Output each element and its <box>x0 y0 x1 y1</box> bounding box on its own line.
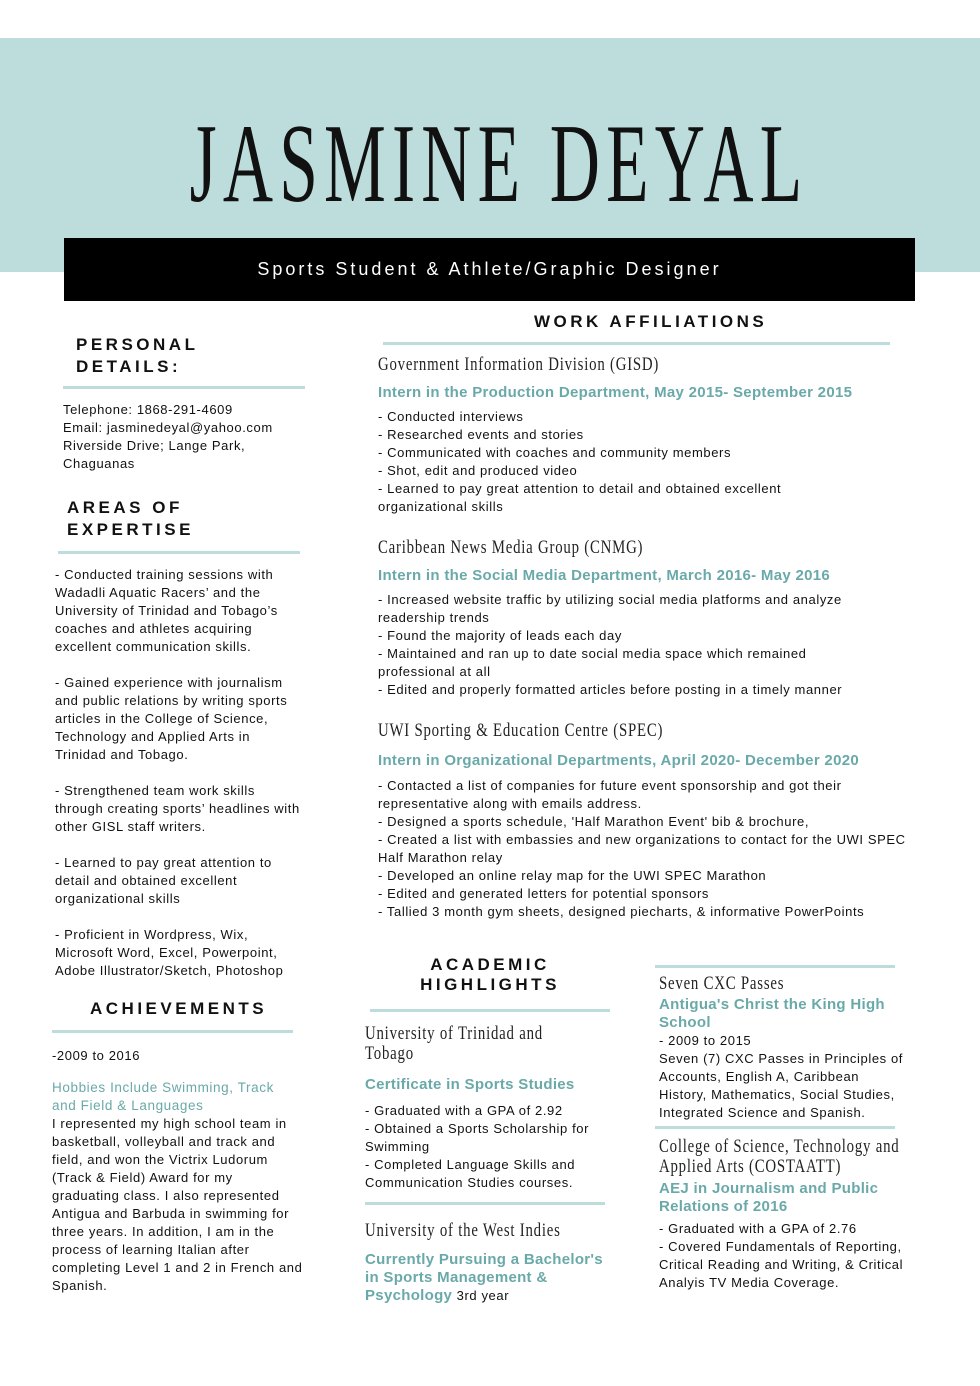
divider <box>52 1030 293 1033</box>
bullet: - Developed an online relay map for the UWI SPEC Marathon <box>378 868 767 883</box>
job-gisd <box>378 355 918 516</box>
job-bullets <box>378 408 848 516</box>
bullet: - Covered Fundamentals of Reporting, Critical Reading and Writing, & Critical Analyis TV Media Coverage. <box>659 1239 904 1290</box>
job-org: Caribbean News Media Group (CNMG) <box>378 537 644 558</box>
bullet: - Created a list with embassies and new organizations to contact for the UWI SPEC Half Marathon relay <box>378 832 906 865</box>
divider <box>655 1126 895 1129</box>
bullet: - Edited and generated letters for potential sponsors <box>378 886 709 901</box>
expertise-item: - Gained experience with journalism and public relations by writing sports articles in the College of Science, Technology and Applied Arts in Trinidad and Tobago. <box>55 675 288 762</box>
personal-heading: PERSONAL DETAILS: <box>76 335 199 376</box>
email: Email: jasminedeyal@yahoo.com <box>63 420 273 435</box>
address-line: Chaguanas <box>63 456 135 471</box>
bullet: - Edited and properly formatted articles before posting in a timely manner <box>378 682 843 697</box>
expertise-heading: AREAS OF EXPERTISE <box>67 498 194 539</box>
edu-org: University of the West Indies <box>365 1220 561 1241</box>
edu-org: College of Science, Technology and Applied Arts (COSTAATT) <box>659 1136 900 1177</box>
right-column <box>365 311 918 1305</box>
divider <box>365 1202 605 1205</box>
bullet: - Conducted interviews <box>378 409 524 424</box>
academic-left <box>365 955 623 1305</box>
achievements-subtitle: Hobbies Include Swimming, Track and Field & Languages <box>52 1080 274 1113</box>
academic-section <box>365 955 918 1305</box>
bullet: - Researched events and stories <box>378 427 584 442</box>
expertise-item: - Learned to pay great attention to detail and obtained excellent organizational skills <box>55 855 272 906</box>
edu-role: Certificate in Sports Studies <box>365 1076 575 1093</box>
achievements-heading: ACHIEVEMENTS <box>90 999 268 1018</box>
job-role: Intern in Organizational Departments, April 2020- December 2020 <box>378 752 859 769</box>
edu-bullets <box>365 1102 610 1192</box>
heading-line: HIGHLIGHTS <box>420 975 560 994</box>
job-spec <box>378 721 918 921</box>
job-bullets <box>378 591 898 699</box>
job-role: Intern in the Production Department, May 2015- September 2015 <box>378 384 853 401</box>
bullet: - Learned to pay great attention to detail and obtained excellent organizational skills <box>378 481 782 514</box>
divider <box>383 342 890 345</box>
bullet: - Graduated with a GPA of 2.76 <box>659 1221 857 1236</box>
bullet: - Contacted a list of companies for future event sponsorship and got their representative along with emails address. <box>378 778 842 811</box>
edu-org: University of Trinidad and Tobago <box>365 1023 543 1064</box>
academic-heading <box>370 955 610 995</box>
divider <box>655 965 895 968</box>
edu-bullets <box>659 1220 909 1292</box>
edu-utt <box>365 1024 623 1192</box>
left-column <box>52 334 307 1295</box>
academic-right <box>659 965 909 1305</box>
bullet: - Graduated with a GPA of 2.92 <box>365 1103 563 1118</box>
expertise-item: - Conducted training sessions with Wadadli Aquatic Racers’ and the University of Trinidad and Tobago’s coaches and athletes acquiring excellent communication skills. <box>55 567 278 654</box>
edu-body: Seven (7) CXC Passes in Principles of Accounts, English A, Caribbean History, Mathematics, Social Studies, Integrated Science and Spanish. <box>659 1051 904 1120</box>
subtitle-bar <box>64 238 915 301</box>
bullet: - Shot, edit and produced video <box>378 463 578 478</box>
candidate-name: JASMINE DEYAL <box>189 102 809 226</box>
telephone: Telephone: 1868-291-4609 <box>63 402 233 417</box>
bullet: - Completed Language Skills and Communication Studies courses. <box>365 1157 576 1190</box>
bullet: - Obtained a Sports Scholarship for Swimming <box>365 1121 590 1154</box>
name-container <box>0 102 980 226</box>
divider <box>370 1009 610 1012</box>
job-role: Intern in the Social Media Department, March 2016- May 2016 <box>378 567 831 584</box>
job-org: Government Information Division (GISD) <box>378 354 660 375</box>
bullet: - Found the majority of leads each day <box>378 628 622 643</box>
work-heading: WORK AFFILIATIONS <box>534 312 768 331</box>
edu-costaatt <box>659 1137 909 1292</box>
expertise-item: - Proficient in Wordpress, Wix, Microsoft Word, Excel, Powerpoint, Adobe Illustrator/Sketch, Photoshop <box>55 927 284 978</box>
edu-role: Currently Pursuing a Bachelor's in Sports Management & Psychology <box>365 1251 603 1304</box>
bullet: - Maintained and ran up to date social media space which remained professional at all <box>378 646 807 679</box>
bullet: - Increased website traffic by utilizing social media platforms and analyze readership trends <box>378 592 842 625</box>
job-cnmg <box>378 538 918 699</box>
achievements-dates: -2009 to 2016 <box>52 1048 141 1063</box>
edu-role: Antigua's Christ the King High School <box>659 996 885 1031</box>
edu-cxc <box>659 974 909 1122</box>
bullet: - Tallied 3 month gym sheets, designed piecharts, & informative PowerPoints <box>378 904 865 919</box>
divider <box>58 551 300 554</box>
expertise-list <box>55 566 305 980</box>
edu-dates: - 2009 to 2015 <box>659 1033 752 1048</box>
divider <box>63 386 305 389</box>
edu-note: 3rd year <box>456 1288 510 1303</box>
bullet: - Communicated with coaches and community members <box>378 445 732 460</box>
heading-line: ACADEMIC <box>430 955 550 974</box>
subtitle: Sports Student & Athlete/Graphic Designer <box>257 259 722 279</box>
address-line: Riverside Drive; Lange Park, <box>63 438 246 453</box>
bullet: - Designed a sports schedule, 'Half Marathon Event' bib & brochure, <box>378 814 810 829</box>
job-org: UWI Sporting & Education Centre (SPEC) <box>378 720 664 741</box>
edu-org: Seven CXC Passes <box>659 973 785 994</box>
contact-details <box>63 401 307 473</box>
achievements-body: I represented my high school team in basketball, volleyball and track and field, and won the Victrix Ludorum (Track & Field) Award for my graduating class. I also represented Antigua and Barbuda in swimming for three years. In addition, I am in the process of learning Italian after completing Level 1 and 2 in French and Spanish. <box>52 1116 303 1293</box>
job-bullets <box>378 777 908 921</box>
expertise-item: - Strengthened team work skills through creating sports’ headlines with other GISL staff writers. <box>55 783 300 834</box>
edu-role: AEJ in Journalism and Public Relations of 2016 <box>659 1180 879 1215</box>
edu-uwi <box>365 1221 615 1305</box>
